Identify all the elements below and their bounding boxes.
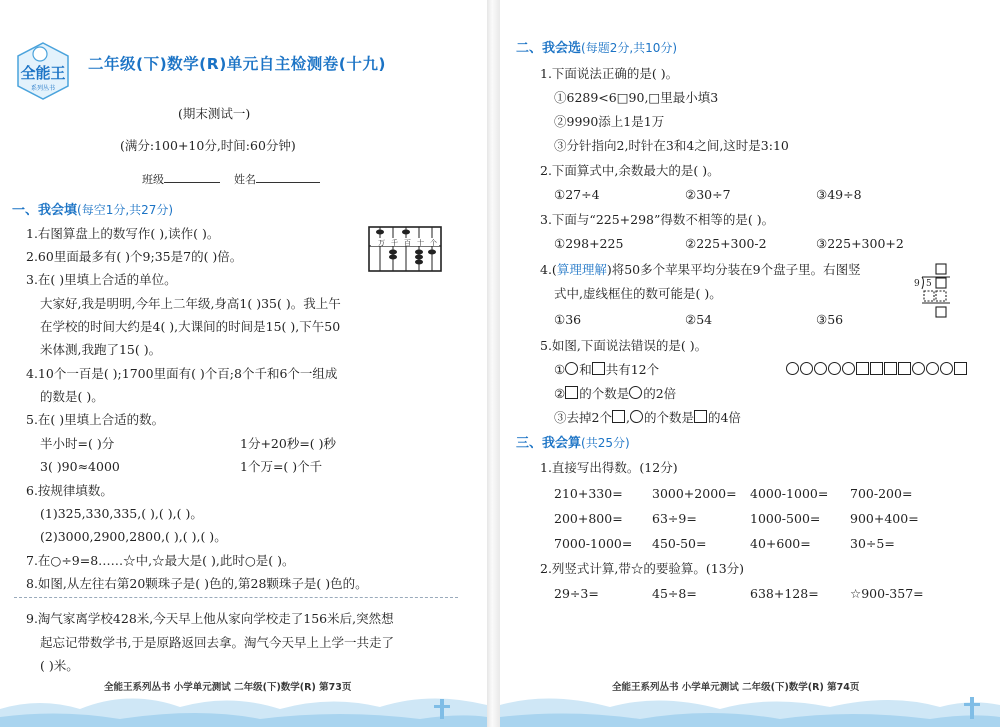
- mc-q5-opt1-c: 共有12个: [605, 362, 660, 377]
- mc-q1-opt2[interactable]: ②9990添上1是1万: [554, 114, 665, 129]
- mc-q4-line-2: 式中,虚线框住的数可能是( )。: [554, 286, 722, 301]
- square-icon: [870, 362, 883, 375]
- q5-item-3: 3( )90≈4000: [40, 459, 120, 474]
- class-label: 班级: [142, 173, 164, 186]
- name-blank[interactable]: [256, 170, 320, 183]
- logo-subtext: 系列丛书: [30, 85, 56, 92]
- brand-logo: [12, 40, 74, 102]
- vert-c1: 29÷3=: [554, 586, 599, 601]
- mc-q2: 2.下面算式中,余数最大的是( )。: [540, 163, 720, 178]
- circle-icon: [565, 362, 578, 375]
- q3-line: 3.在( )里填上合适的单位。: [26, 272, 177, 287]
- mc-q5-opt3-c: 的个数是: [643, 410, 694, 425]
- division-dividend-digit: 5: [926, 279, 932, 289]
- calc-r3-c2: 450-50=: [652, 536, 707, 551]
- mc-q5-opt1[interactable]: [554, 362, 659, 378]
- circle-icon: [629, 386, 642, 399]
- mc-q4-opt2[interactable]: ②54: [685, 312, 713, 327]
- circle-icon: [926, 362, 939, 375]
- calc-r3-c4: 30÷5=: [850, 536, 895, 551]
- q9-line-2: 起忘记带数学书,于是原路返回去拿。淘气今天早上上学一共走了: [40, 635, 394, 650]
- right-page: [500, 0, 1000, 727]
- square-icon: [592, 362, 605, 375]
- calc-r1-c3: 4000-1000=: [750, 486, 829, 501]
- mc-q1-opt3[interactable]: ③分针指向2,时针在3和4之间,这时是3:10: [554, 138, 789, 153]
- q9-line-1: 9.淘气家离学校428米,今天早上他从家向学校走了156米后,突然想: [26, 611, 394, 626]
- circle-icon: [912, 362, 925, 375]
- section-1-heading: [12, 202, 173, 219]
- mc-q3: 3.下面与“225+298”得数不相等的是( )。: [540, 212, 775, 227]
- logo-text: 全能王: [20, 64, 66, 82]
- circle-icon: [800, 362, 813, 375]
- square-icon: [694, 410, 707, 423]
- mc-q5-opt3-a: ③去掉2个: [554, 410, 612, 425]
- mc-q5-opt3-b: ,: [625, 410, 630, 425]
- calc-r1-c4: 700-200=: [850, 486, 913, 501]
- calc-q2: 2.列竖式计算,带☆的要验算。(13分): [540, 561, 745, 576]
- calc-r1-c2: 3000+2000=: [652, 486, 737, 501]
- circle-icon: [842, 362, 855, 375]
- q6-line: 6.按规律填数。: [26, 483, 113, 498]
- calc-r2-c4: 900+400=: [850, 511, 919, 526]
- calc-r1-c1: 210+330=: [554, 486, 623, 501]
- vert-c2: 45÷8=: [652, 586, 697, 601]
- class-name-line: [142, 170, 320, 188]
- square-icon: [612, 410, 625, 423]
- vert-c3: 638+128=: [750, 586, 819, 601]
- mc-q4-opt1[interactable]: ①36: [554, 312, 582, 327]
- calc-r2-c3: 1000-500=: [750, 511, 821, 526]
- mc-q4-line-1: [540, 262, 861, 278]
- q4-line-2: 的数是( )。: [40, 389, 104, 404]
- q2-line: 2.60里面最多有( )个9;35是7的( )倍。: [26, 249, 243, 264]
- square-icon: [898, 362, 911, 375]
- q5-item-4: 1个万=( )个千: [240, 459, 323, 474]
- square-icon: [856, 362, 869, 375]
- mc-q3-opt1[interactable]: ①298+225: [554, 236, 624, 251]
- q9-line-3: ( )米。: [40, 658, 79, 673]
- mc-q5: 5.如图,下面说法错误的是( )。: [540, 338, 708, 353]
- mc-q5-opt1-a: ①: [554, 362, 566, 377]
- mc-q5-opt1-b: 和: [579, 362, 592, 377]
- q6-item-1: (1)325,330,335,( ),( ),( )。: [40, 506, 203, 521]
- section-2-note: (每题2分,共10分): [581, 41, 678, 55]
- long-division-diagram: [910, 263, 962, 323]
- section-1-note: (每空1分,共27分): [77, 203, 174, 217]
- abacus-label-qian: 千: [391, 239, 398, 247]
- mc-q5-opt2-b: 的个数是: [579, 386, 630, 401]
- page-gutter: [487, 0, 500, 727]
- mc-q5-opt2-c: 的2倍: [643, 386, 677, 401]
- calc-r2-c2: 63÷9=: [652, 511, 697, 526]
- test-subtitle: (期末测试一): [178, 106, 251, 121]
- mc-q4-opt3[interactable]: ③56: [816, 312, 844, 327]
- circle-icon: [786, 362, 799, 375]
- mc-q2-opt1[interactable]: ①27÷4: [554, 187, 600, 202]
- section-1-title: 一、我会填: [12, 203, 78, 218]
- abacus-label-ge: 个: [430, 239, 437, 247]
- abacus-diagram: [368, 226, 442, 272]
- q3-paragraph-3: 米体测,我跑了15( )。: [40, 342, 162, 357]
- mc-q4-rest: )将50多个苹果平均分装在9个盘子里。右图竖: [606, 262, 861, 277]
- circle-icon: [814, 362, 827, 375]
- q8-line: 8.如图,从左往右第20颗珠子是( )色的,第28颗珠子是( )色的。: [26, 576, 368, 591]
- divider: [14, 597, 458, 598]
- mc-q4-tag: 算理理解: [556, 262, 607, 277]
- mc-q4-prefix: 4.(: [540, 262, 557, 277]
- left-page: [0, 0, 487, 727]
- q7-line: 7.在○÷9=8……☆中,☆最大是( ),此时○是( )。: [26, 553, 295, 568]
- mc-q5-opt2-a: ②: [554, 386, 566, 401]
- calc-r2-c1: 200+800=: [554, 511, 623, 526]
- q1-line: 1.右图算盘上的数写作( ),读作( )。: [26, 226, 220, 241]
- q5-line: 5.在( )里填上合适的数。: [26, 412, 165, 427]
- abacus-label-wan: 万: [378, 239, 385, 247]
- vert-c4: ☆900-357=: [850, 586, 924, 601]
- q5-item-2: 1分+20秒=( )秒: [240, 436, 337, 451]
- abacus-label-bai: 百: [404, 239, 411, 247]
- mc-q1: 1.下面说法正确的是( )。: [540, 66, 679, 81]
- q5-item-1: 半小时=( )分: [40, 436, 115, 451]
- calc-r3-c1: 7000-1000=: [554, 536, 633, 551]
- square-icon: [954, 362, 967, 375]
- abacus-label-shi: 十: [417, 239, 424, 247]
- class-blank[interactable]: [164, 170, 220, 183]
- mc-q5-opt2[interactable]: [554, 386, 676, 402]
- q3-paragraph-2: 在学校的时间大约是4( ),大课间的时间是15( ),下午50: [40, 319, 341, 334]
- mc-q3-opt3[interactable]: ③225+300+2: [816, 236, 904, 251]
- circle-icon: [630, 410, 643, 423]
- section-3-note: (共25分): [581, 436, 630, 450]
- q3-paragraph-1: 大家好,我是明明,今年上二年级,身高1( )35( )。我上午: [40, 296, 341, 311]
- calc-q1: 1.直接写出得数。(12分): [540, 460, 678, 475]
- mc-q2-opt3[interactable]: ③49÷8: [816, 187, 862, 202]
- square-icon: [565, 386, 578, 399]
- section-3-heading: [516, 435, 630, 452]
- mc-q2-opt2[interactable]: ②30÷7: [685, 187, 731, 202]
- footer-text: 全能王系列丛书 小学单元测试 二年级(下)数学(R) 第73页: [104, 682, 352, 693]
- section-2-title: 二、我会选: [516, 41, 582, 56]
- name-label: 姓名: [234, 173, 256, 186]
- division-divisor: 9: [914, 279, 920, 289]
- calc-r3-c3: 40+600=: [750, 536, 811, 551]
- circle-icon: [940, 362, 953, 375]
- section-2-heading: [516, 40, 677, 57]
- page-title: 二年级(下)数学(R)单元自主检测卷(十九): [88, 55, 386, 73]
- shape-row: [786, 362, 968, 378]
- mc-q5-opt3[interactable]: [554, 410, 741, 426]
- q6-item-2: (2)3000,2900,2800,( ),( ),( )。: [40, 529, 227, 544]
- square-icon: [884, 362, 897, 375]
- circle-icon: [828, 362, 841, 375]
- mc-q5-opt3-d: 的4倍: [707, 410, 741, 425]
- q4-line-1: 4.10个一百是( );1700里面有( )个百;8个千和6个一组成: [26, 366, 338, 381]
- footer-text: 全能王系列丛书 小学单元测试 二年级(下)数学(R) 第74页: [612, 682, 860, 693]
- score-line: (满分:100+10分,时间:60分钟): [120, 138, 296, 153]
- mc-q1-opt1[interactable]: ①6289<6□90,□里最小填3: [554, 90, 719, 105]
- section-3-title: 三、我会算: [516, 436, 582, 451]
- mc-q3-opt2[interactable]: ②225+300-2: [685, 236, 767, 251]
